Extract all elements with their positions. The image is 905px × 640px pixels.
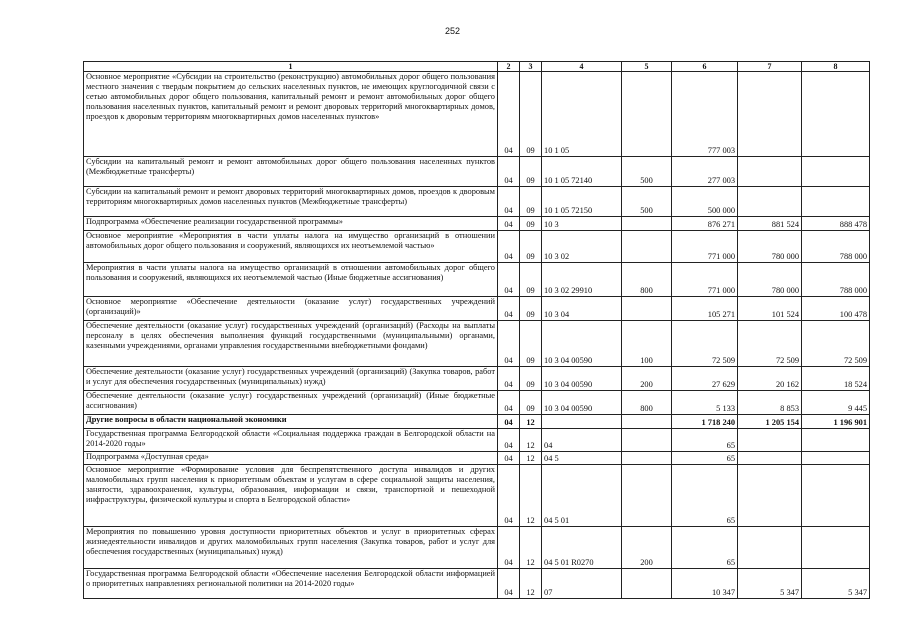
section-code: 04 — [498, 391, 520, 415]
section-code: 04 — [498, 367, 520, 391]
amount-2018: 65 — [672, 452, 738, 465]
amount-2018: 771 000 — [672, 263, 738, 297]
table-row — [84, 569, 870, 599]
expense-type-code: 500 — [622, 187, 672, 217]
target-article-code: 04 — [542, 429, 622, 452]
row-title: Мероприятия в части уплаты налога на имущество организаций в отношении автомобильных дорог общего пользования и сооружений, являющихся их неотъемлемой частью (Иные бюджетные ассигнования) — [84, 263, 498, 297]
table-row — [84, 72, 870, 157]
amount-2019 — [738, 452, 802, 465]
row-title: Основное мероприятие «Формирование условия для беспрепятственного доступа инвалидов и других маломобильных групп населения к приоритетным объектам и услугам в сфере социальной защиты населения, занятости, здравоохранения, культуры, образования, информации и связи, транспортной и пешеходной инфраструктуры, физической культуры и спорта в Белгородской области» — [84, 465, 498, 527]
amount-2018: 10 347 — [672, 569, 738, 599]
target-article-code: 10 3 — [542, 217, 622, 231]
table-row — [84, 231, 870, 263]
amount-2020: 72 509 — [802, 321, 870, 367]
amount-2020: 788 000 — [802, 263, 870, 297]
amount-2018: 876 271 — [672, 217, 738, 231]
amount-2020 — [802, 72, 870, 157]
row-title: Государственная программа Белгородской области «Обеспечение населения Белгородской области информацией о приоритетных направлениях региональной политики на 2014-2020 годы» — [84, 569, 498, 599]
amount-2019 — [738, 157, 802, 187]
expense-type-code: 800 — [622, 391, 672, 415]
expense-type-code — [622, 297, 672, 321]
row-title: Обеспечение деятельности (оказание услуг) государственных учреждений (организаций) (Закупка товаров, работ и услуг для обеспечения государственных (муниципальных) нужд) — [84, 367, 498, 391]
subsection-code: 09 — [520, 217, 542, 231]
expense-type-code — [622, 231, 672, 263]
target-article-code: 07 — [542, 569, 622, 599]
row-title: Другие вопросы в области национальной экономики — [84, 415, 498, 429]
amount-2018: 65 — [672, 527, 738, 569]
col-header-1: 1 — [84, 62, 498, 72]
amount-2020: 788 000 — [802, 231, 870, 263]
col-header-3: 3 — [520, 62, 542, 72]
table-row — [84, 429, 870, 452]
expense-type-code: 800 — [622, 263, 672, 297]
target-article-code: 10 3 02 — [542, 231, 622, 263]
target-article-code: 10 1 05 — [542, 72, 622, 157]
subsection-code: 09 — [520, 157, 542, 187]
expense-type-code: 500 — [622, 157, 672, 187]
col-header-7: 7 — [738, 62, 802, 72]
row-title: Мероприятия по повышению уровня доступности приоритетных объектов и услуг в приоритетных сферах жизнедеятельности инвалидов и других маломобильных групп населения (Закупка товаров, работ и услуг для обеспечения государственных (муниципальных) нужд) — [84, 527, 498, 569]
expense-type-code: 100 — [622, 321, 672, 367]
section-code: 04 — [498, 72, 520, 157]
subsection-code: 09 — [520, 263, 542, 297]
subsection-code: 09 — [520, 72, 542, 157]
amount-2018: 777 003 — [672, 72, 738, 157]
subsection-code: 09 — [520, 367, 542, 391]
subsection-code: 12 — [520, 415, 542, 429]
section-code: 04 — [498, 321, 520, 367]
table-row — [84, 217, 870, 231]
section-code: 04 — [498, 429, 520, 452]
target-article-code: 04 5 01 — [542, 465, 622, 527]
row-title: Обеспечение деятельности (оказание услуг) государственных учреждений (организаций) (Расходы на выплаты персоналу в целях обеспечения выполнения функций государственными (муниципальными) органами, казенными учреждениями, органами управления государственными внебюджетными фондами) — [84, 321, 498, 367]
subsection-code: 09 — [520, 231, 542, 263]
amount-2020: 888 478 — [802, 217, 870, 231]
row-title: Подпрограмма «Обеспечение реализации государственной программы» — [84, 217, 498, 231]
header-row — [84, 62, 870, 72]
amount-2020 — [802, 187, 870, 217]
amount-2020 — [802, 465, 870, 527]
table-row — [84, 157, 870, 187]
amount-2019: 8 853 — [738, 391, 802, 415]
subsection-code: 12 — [520, 429, 542, 452]
target-article-code: 10 3 04 00590 — [542, 391, 622, 415]
section-code: 04 — [498, 297, 520, 321]
amount-2019: 101 524 — [738, 297, 802, 321]
section-code: 04 — [498, 465, 520, 527]
amount-2019 — [738, 187, 802, 217]
section-code: 04 — [498, 452, 520, 465]
amount-2018: 72 509 — [672, 321, 738, 367]
amount-2019: 780 000 — [738, 231, 802, 263]
table-row — [84, 527, 870, 569]
row-title: Основное мероприятие «Субсидии на строительство (реконструкцию) автомобильных дорог общего пользования местного значения с твердым покрытием до сельских населенных пунктов, не имеющих круглогодичной связи с сетью автомобильных дорог общего пользования, капитальный ремонт и ремонт автомобильных дорог общего пользования населенных пунктов, капитальный ремонт и ремонт дворовых территорий многоквартирных домов, проездов к дворовым территориям многоквартирных домов населенных пунктов» — [84, 72, 498, 157]
expense-type-code — [622, 415, 672, 429]
row-title: Основное мероприятие «Обеспечение деятельности (оказание услуг) государственных учреждений (организаций)» — [84, 297, 498, 321]
amount-2019 — [738, 527, 802, 569]
amount-2019: 72 509 — [738, 321, 802, 367]
amount-2020: 9 445 — [802, 391, 870, 415]
amount-2018: 1 718 240 — [672, 415, 738, 429]
section-code: 04 — [498, 263, 520, 297]
table-row — [84, 367, 870, 391]
budget-table — [83, 61, 870, 599]
target-article-code: 10 3 04 — [542, 297, 622, 321]
amount-2018: 65 — [672, 465, 738, 527]
target-article-code: 10 3 04 00590 — [542, 321, 622, 367]
row-title: Основное мероприятие «Мероприятия в части уплаты налога на имущество организаций в отношении автомобильных дорог общего пользования и сооружений, являющихся их неотъемлемой частью» — [84, 231, 498, 263]
subsection-code: 12 — [520, 465, 542, 527]
amount-2020: 1 196 901 — [802, 415, 870, 429]
amount-2018: 105 271 — [672, 297, 738, 321]
table-row — [84, 297, 870, 321]
table-row — [84, 187, 870, 217]
amount-2020: 5 347 — [802, 569, 870, 599]
amount-2018: 65 — [672, 429, 738, 452]
target-article-code: 04 5 01 R0270 — [542, 527, 622, 569]
subsection-code: 12 — [520, 527, 542, 569]
target-article-code: 10 3 04 00590 — [542, 367, 622, 391]
table-row — [84, 452, 870, 465]
target-article-code: 04 5 — [542, 452, 622, 465]
subsection-code: 09 — [520, 187, 542, 217]
amount-2018: 27 629 — [672, 367, 738, 391]
amount-2018: 500 000 — [672, 187, 738, 217]
amount-2019: 20 162 — [738, 367, 802, 391]
section-code: 04 — [498, 527, 520, 569]
expense-type-code — [622, 465, 672, 527]
col-header-4: 4 — [542, 62, 622, 72]
col-header-5: 5 — [622, 62, 672, 72]
amount-2019 — [738, 465, 802, 527]
amount-2020 — [802, 527, 870, 569]
col-header-6: 6 — [672, 62, 738, 72]
expense-type-code — [622, 217, 672, 231]
amount-2019: 1 205 154 — [738, 415, 802, 429]
subsection-code: 09 — [520, 297, 542, 321]
amount-2019: 5 347 — [738, 569, 802, 599]
expense-type-code: 200 — [622, 527, 672, 569]
row-title: Субсидии на капитальный ремонт и ремонт автомобильных дорог общего пользования населенных пунктов (Межбюджетные трансферты) — [84, 157, 498, 187]
subsection-code: 09 — [520, 391, 542, 415]
expense-type-code: 200 — [622, 367, 672, 391]
amount-2019 — [738, 429, 802, 452]
target-article-code: 10 1 05 72140 — [542, 157, 622, 187]
section-code: 04 — [498, 187, 520, 217]
amount-2020 — [802, 429, 870, 452]
table-row — [84, 415, 870, 429]
col-header-8: 8 — [802, 62, 870, 72]
target-article-code: 10 3 02 29910 — [542, 263, 622, 297]
col-header-2: 2 — [498, 62, 520, 72]
section-code: 04 — [498, 217, 520, 231]
amount-2019: 780 000 — [738, 263, 802, 297]
amount-2018: 771 000 — [672, 231, 738, 263]
table-row — [84, 263, 870, 297]
expense-type-code — [622, 429, 672, 452]
amount-2020: 100 478 — [802, 297, 870, 321]
row-title: Обеспечение деятельности (оказание услуг) государственных учреждений (организаций) (Иные бюджетные ассигнования) — [84, 391, 498, 415]
table-row — [84, 321, 870, 367]
expense-type-code — [622, 452, 672, 465]
subsection-code: 12 — [520, 569, 542, 599]
section-code: 04 — [498, 415, 520, 429]
row-title: Государственная программа Белгородской области «Социальная поддержка граждан в Белгородской области на 2014-2020 годы» — [84, 429, 498, 452]
subsection-code: 09 — [520, 321, 542, 367]
target-article-code: 10 1 05 72150 — [542, 187, 622, 217]
expense-type-code — [622, 569, 672, 599]
amount-2018: 5 133 — [672, 391, 738, 415]
section-code: 04 — [498, 569, 520, 599]
row-title: Субсидии на капитальный ремонт и ремонт дворовых территорий многоквартирных домов, проездов к дворовым территориям многоквартирных домов населенных пунктов (Межбюджетные трансферты) — [84, 187, 498, 217]
section-code: 04 — [498, 157, 520, 187]
expense-type-code — [622, 72, 672, 157]
amount-2020: 18 524 — [802, 367, 870, 391]
table-row — [84, 391, 870, 415]
amount-2020 — [802, 157, 870, 187]
amount-2019 — [738, 72, 802, 157]
section-code: 04 — [498, 231, 520, 263]
page-number: 252 — [444, 26, 461, 36]
table-row — [84, 465, 870, 527]
row-title: Подпрограмма «Доступная среда» — [84, 452, 498, 465]
amount-2019: 881 524 — [738, 217, 802, 231]
amount-2018: 277 003 — [672, 157, 738, 187]
subsection-code: 12 — [520, 452, 542, 465]
amount-2020 — [802, 452, 870, 465]
target-article-code — [542, 415, 622, 429]
